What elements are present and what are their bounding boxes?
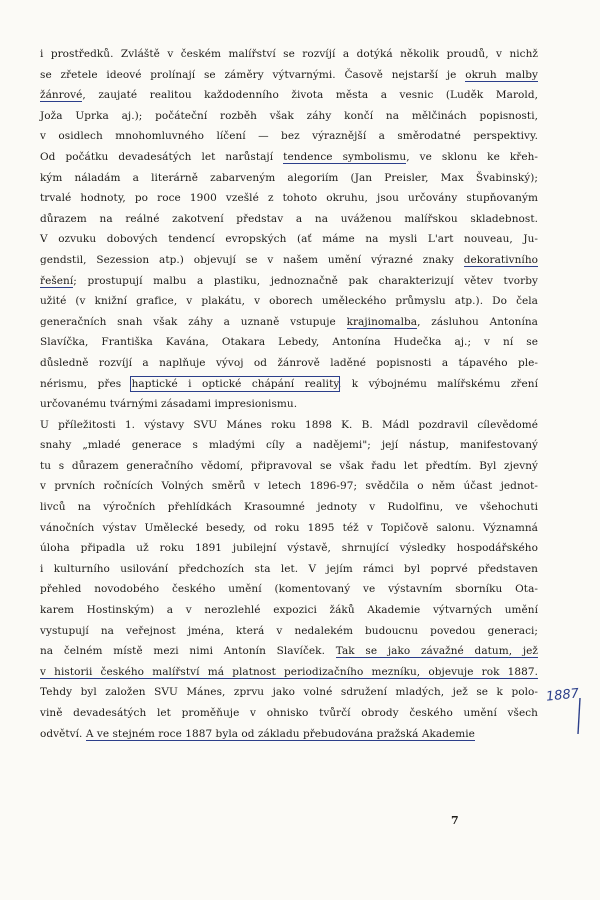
text-line: [40, 209, 538, 230]
text-segment: U příležitosti 1. výstavy SVU Mánes roku 1898 K. B. Mádl pozdravil cílevědomé: [40, 418, 538, 431]
text-segment: ; prostupují malbu a plastiku, jednoznačně pak charakterizují větev tvorby: [73, 274, 538, 287]
underlined-phrase: v historii českého malířství má platnost periodizačního mezníku, objevuje rok 1887.: [40, 665, 538, 678]
text-line: [40, 332, 538, 353]
text-segment: nérismu, přes: [40, 377, 132, 390]
boxed-phrase: haptické i optické chápání reality: [131, 377, 338, 390]
underlined-phrase: okruh malby: [465, 68, 538, 81]
text-line: [40, 600, 538, 621]
text-line: [40, 65, 538, 86]
text-segment: na čelném místě mezi nimi Antonín Slavíček.: [40, 645, 336, 658]
text-segment: vině devadesátých let proměňuje v ohnisko tvůrčí obrody českého umění všech: [40, 707, 538, 719]
text-segment: Od počátku devadesátých let narůstají: [40, 150, 284, 163]
text-line: [40, 374, 538, 395]
text-line: [40, 579, 538, 600]
text-segment: kým náladám a literárně zabarveným alegoriím (Jan Preisler, Max Švabinský);: [40, 171, 538, 184]
text-segment: určovanému tvárnými zásadami impresionismu.: [40, 398, 298, 411]
text-segment: , ve sklonu ke křeh-: [406, 150, 538, 163]
text-segment: se zřetele ideové prolínají se záměry výtvarnými. Časově nejstarší je: [40, 68, 466, 81]
text-line: [40, 229, 538, 250]
text-line: [40, 724, 538, 745]
text-line: [40, 497, 538, 518]
text-segment: vánočních výstav Umělecké besedy, od roku 1895 též v Topičově salonu. Významná: [40, 521, 538, 534]
text-segment: i prostředků. Zvláště v českém malířství se rozvíjí a dotýká několik proudů, v nichž: [40, 48, 538, 60]
text-segment: generačních snah však záhy a uznaně vstupuje: [40, 315, 347, 328]
text-line: [40, 291, 538, 312]
text-segment: V ozvuku dobových tendencí evropských (ať máme na mysli L'art nouveau, Ju-: [40, 233, 538, 246]
text-segment: užité (v knižní grafice, v plakátu, v oborech uměleckého průmyslu atp.). Do čela: [40, 295, 538, 308]
text-segment: i kulturního usilování předchozích sta let. V jejím rámci byl poprvé představen: [40, 562, 538, 575]
text-segment: gendstil, Sezession atp.) objevují se v našem umění výrazné znaky: [40, 253, 464, 266]
text-line: [40, 106, 538, 127]
underlined-phrase: A ve stejném roce 1887 byla od základu přebudována pražská Akademie: [85, 727, 475, 740]
text-segment: důrazem na reálné zakotvení představ a na uváženou malířskou skladebnost.: [40, 212, 538, 225]
underlined-phrase: krajinomalba: [346, 315, 418, 328]
text-line: [40, 271, 538, 292]
text-line: [40, 44, 538, 65]
text-line: [40, 250, 538, 271]
margin-bracket-icon: [568, 696, 588, 736]
text-line: [40, 85, 538, 106]
text-line: [40, 147, 538, 168]
text-line: [40, 559, 538, 580]
text-segment: v osidlech mnohomluvného líčení — bez výraznější a směrodatné perspektivy.: [40, 130, 538, 143]
body-text: [40, 44, 538, 744]
text-line: [40, 703, 538, 724]
text-segment: , zásluhou Antonína: [417, 315, 538, 328]
text-line: [40, 518, 538, 539]
underlined-phrase: tendence symbolismu: [283, 150, 407, 163]
text-segment: , k výbojnému malířskému zření: [337, 377, 538, 390]
text-segment: důsledně rozvíjí a naplňuje vývoj od žánrově laděné popisnosti a tápavého ple-: [40, 356, 538, 369]
margin-annotation: 1887: [545, 686, 580, 705]
text-segment: karem Hostinským) a v nerozlehlé expozici žáků Akademie výtvarných umění: [40, 604, 538, 617]
underlined-phrase: dekorativního: [463, 253, 538, 266]
text-segment: vystupují na veřejnost jména, která v nedalekém budoucnu povedou generaci;: [40, 624, 538, 637]
text-line: [40, 641, 538, 662]
text-line: [40, 682, 538, 703]
text-segment: úloha připadla už roku 1891 jubilejní výstavě, shrnující výsledky hospodářského: [40, 542, 538, 555]
text-segment: přehled novodobého českého umění (komentovaný ve výstavním sborníku Ota-: [40, 583, 538, 596]
text-segment: , zaujaté realitou každodenního života města a vesnic (Luděk Marold,: [82, 89, 538, 102]
text-line: [40, 476, 538, 497]
text-line: [40, 621, 538, 642]
underlined-phrase: žánrové: [40, 89, 83, 102]
page-number: 7: [451, 814, 459, 827]
text-line: [40, 168, 538, 189]
text-segment: Slavíčka, Františka Kavána, Otakara Lebedy, Antonína Hudečka aj.; v ní se: [40, 336, 538, 349]
text-line: [40, 188, 538, 209]
text-segment: snahy „mladé generace s mladými cíly a nadějemi"; její nástup, manifestovaný: [40, 439, 538, 452]
text-segment: odvětví.: [40, 727, 86, 740]
text-segment: Tehdy byl založen SVU Mánes, zprvu jako volné sdružení mladých, jež se k polo-: [40, 686, 538, 699]
text-line: [40, 538, 538, 559]
text-line: [40, 312, 538, 333]
text-segment: Joža Uprka aj.); počáteční rozběh však záhy končí na mělčinách popisnosti,: [40, 109, 538, 122]
text-line: [40, 456, 538, 477]
text-segment: trvalé hodnoty, po roce 1900 vzešlé z tohoto okruhu, jsou určovány stupňovaným: [40, 192, 538, 205]
text-line: [40, 662, 538, 683]
text-segment: livců na výročních přehlídkách Krasoumné jednoty v Rudolfinu, ve všehochuti: [40, 501, 538, 514]
text-segment: tu s důrazem generačního vědomí, připravoval se však řadu let předtím. Byl zjevný: [40, 459, 538, 472]
text-line: [40, 415, 538, 436]
text-line: [40, 435, 538, 456]
underlined-phrase: řešení: [40, 274, 74, 287]
text-line: [40, 353, 538, 374]
text-line: [40, 394, 538, 415]
underlined-phrase: Tak se jako závažné datum, jež: [335, 645, 538, 658]
text-segment: v prvních ročnících Volných směrů v letech 1896-97; svědčila o něm účast jednot-: [40, 480, 538, 493]
text-line: [40, 126, 538, 147]
